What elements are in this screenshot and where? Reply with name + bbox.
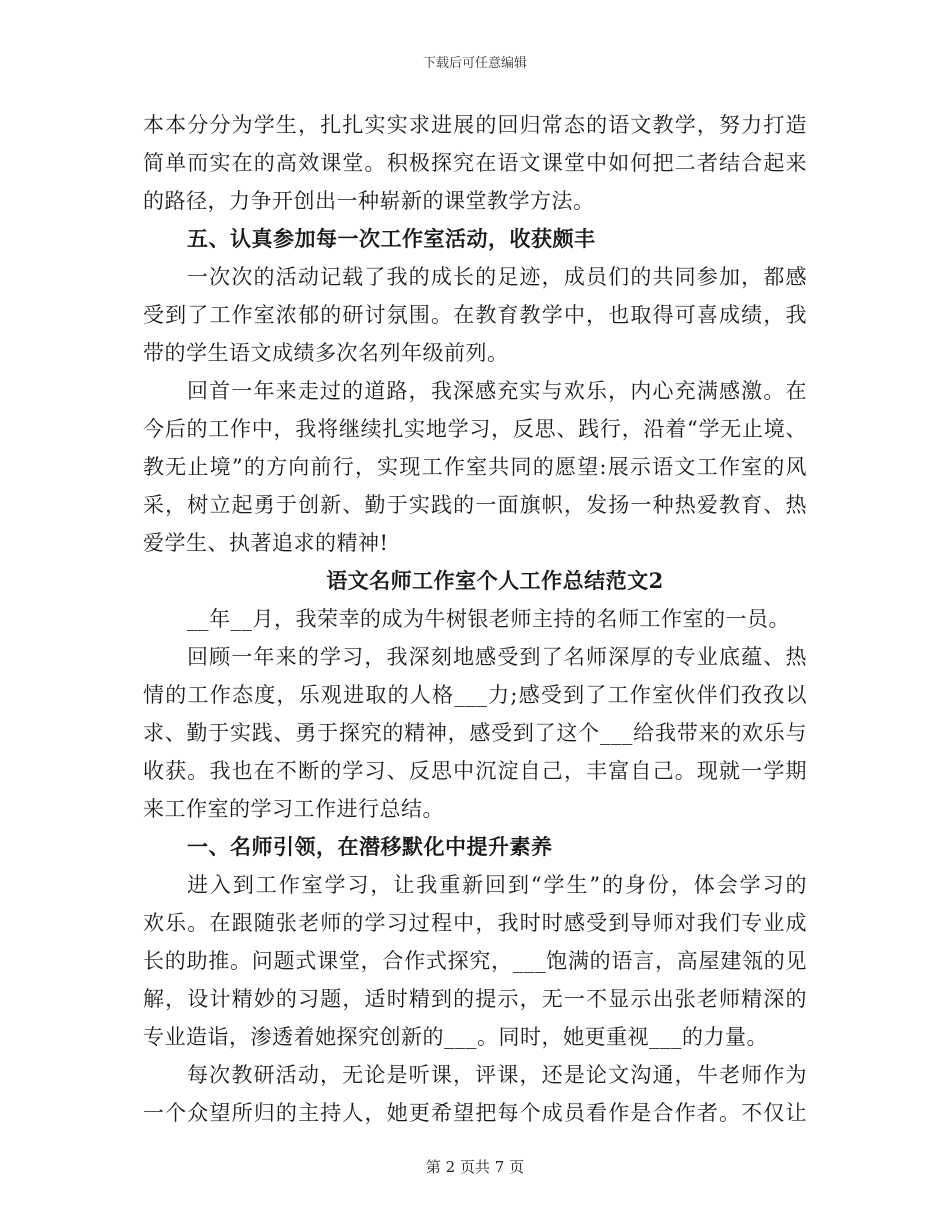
text-line: 简单而实在的高效课堂。积极探究在语文课堂中如何把二者结合起来 <box>143 151 807 175</box>
text-line: 教无止境”的方向前行，实现工作室共同的愿望:展示语文工作室的风 <box>143 455 807 479</box>
text-line: 回顾一年来的学习，我深刻地感受到了名师深厚的专业底蕴、热 <box>187 645 807 669</box>
text-line: 解，设计精妙的习题，适时精到的提示，无一不显示出张老师精深的 <box>143 987 807 1011</box>
text-line: 带的学生语文成绩多次名列年级前列。 <box>143 341 509 365</box>
text-line: 欢乐。在跟随张老师的学习过程中，我时时感受到导师对我们专业成 <box>143 911 807 935</box>
section-heading: 一、名师引领，在潜移默化中提升素养 <box>187 834 553 859</box>
text-line: 进入到工作室学习，让我重新回到“学生”的身份，体会学习的 <box>187 873 807 897</box>
text-line: 专业造诣，渗透着她探究创新的___。同时，她更重视___的力量。 <box>143 1025 768 1049</box>
text-line: 采，树立起勇于创新、勤于实践的一面旗帜，发扬一种热爱教育、热 <box>143 493 807 517</box>
text-line: 爱学生、执著追求的精神! <box>143 531 389 555</box>
text-line: 收获。我也在不断的学习、反思中沉淀自己，丰富自己。现就一学期 <box>143 759 807 783</box>
text-line: 情的工作态度，乐观进取的人格___力;感受到了工作室伙伴们孜孜以 <box>143 683 807 707</box>
text-line: 长的助推。问题式课堂，合作式探究，___饱满的语言，高屋建瓴的见 <box>143 949 807 973</box>
text-line: 本本分分为学生，扎扎实实求进展的回归常态的语文教学，努力打造 <box>143 113 807 137</box>
text-line: 求、勤于实践、勇于探究的精神，感受到了这个___给我带来的欢乐与 <box>143 721 807 745</box>
text-line: 回首一年来走过的道路，我深感充实与欢乐，内心充满感激。在 <box>187 379 807 403</box>
text-line: 今后的工作中，我将继续扎实地学习，反思、践行，沿着“学无止境、 <box>143 417 807 441</box>
text-line: __年__月，我荣幸的成为牛树银老师主持的名师工作室的一员。 <box>187 607 790 631</box>
section-heading: 五、认真参加每一次工作室活动，收获颇丰 <box>187 226 596 251</box>
document-body <box>143 106 807 1132</box>
text-line: 的路径，力争开创出一种崭新的课堂教学方法。 <box>143 189 595 213</box>
text-line: 受到了工作室浓郁的研讨氛围。在教育教学中，也取得可喜成绩，我 <box>143 303 807 327</box>
text-line: 来工作室的学习工作进行总结。 <box>143 797 444 821</box>
text-line: 一次次的活动记载了我的成长的足迹，成员们的共同参加，都感 <box>187 265 807 289</box>
text-line: 每次教研活动，无论是听课，评课，还是论文沟通，牛老师作为 <box>187 1063 807 1087</box>
page-number: 第 2 页共 7 页 <box>425 1158 525 1176</box>
header-note: 下载后可任意编辑 <box>422 56 527 71</box>
section-title: 语文名师工作室个人工作总结范文2 <box>326 568 664 593</box>
text-line: 一个众望所归的主持人，她更希望把每个成员看作是合作者。不仅让 <box>143 1101 807 1125</box>
